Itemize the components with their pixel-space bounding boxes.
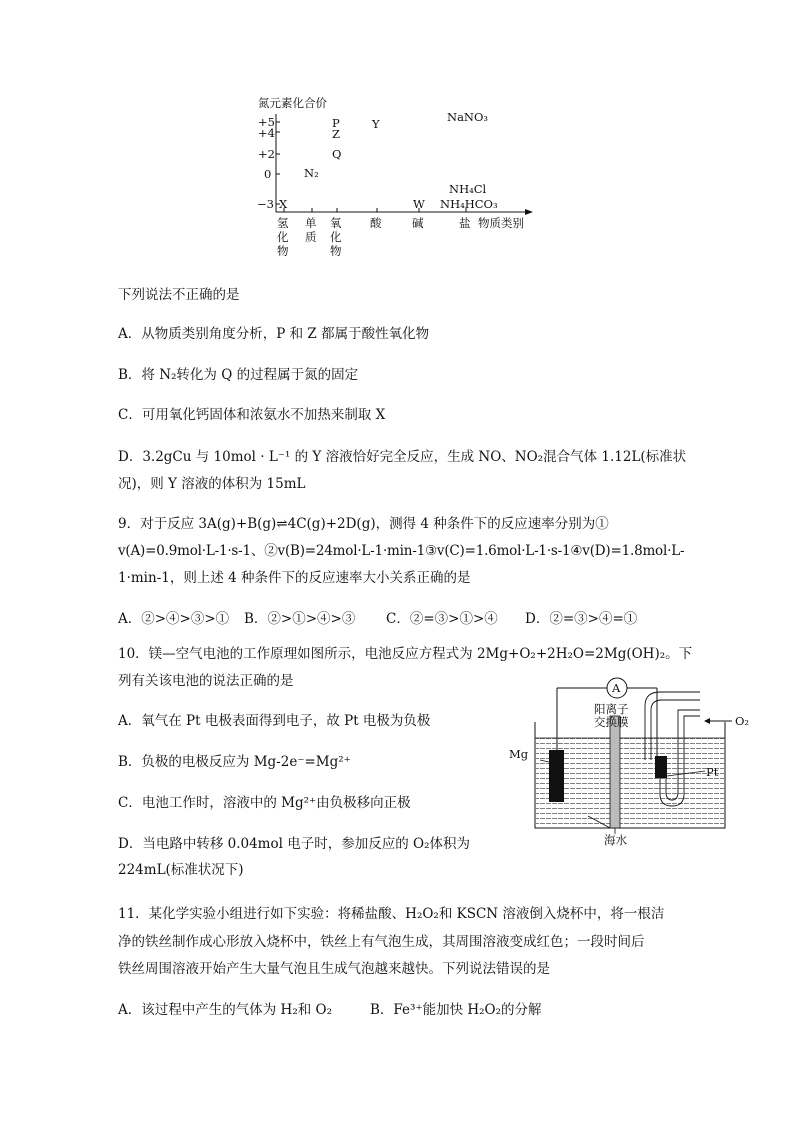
q10-stem-line1: 10．镁—空气电池的工作原理如图所示，电池反应方程式为 2Mg+O₂+2H₂O=2Mg(OH)₂。下 [118,646,693,662]
x-category: 盐 [459,216,471,230]
point-p: P [332,116,340,130]
q9-option-a: A．②>④>③>① [118,611,230,627]
q8-option-b: B．将 N₂转化为 Q 的过程属于氮的固定 [118,367,359,383]
x-axis-arrow [525,209,533,215]
x-category: 单 质 [305,216,317,244]
q9-stem-line3: 1·min-1，则上述 4 种条件下的反应速率大小关系正确的是 [118,570,471,586]
q9-option-d: D．②=③>④=① [525,611,638,627]
point-x: X [279,197,288,211]
ion-exchange-membrane [610,716,620,828]
membrane-label-1: 阳离子 [594,702,629,716]
mg-electrode [549,750,564,802]
seawater-label: 海水 [604,833,627,847]
q8-option-a: A．从物质类别角度分析，P 和 Z 都属于酸性氧化物 [118,326,430,342]
q11-stem-line3: 铁丝周围溶液开始产生大量气泡且生成气泡越来越快。下列说法错误的是 [118,961,550,977]
q8-stem: 下列说法不正确的是 [118,287,240,303]
q8-option-d: D．3.2gCu 与 10mol · L⁻¹ 的 Y 溶液恰好完全反应，生成 NO、NO₂混合气体 1.12L(标准状 [118,449,687,465]
q9-option-c: C．②=③>①>④ [386,611,498,627]
ammeter-label: A [612,681,621,695]
chart-axes [255,92,555,267]
y-tick-label: −3 [257,197,274,211]
y-axis-label: 氮元素化合价 [258,96,327,110]
mg-label: Mg [509,747,529,761]
pt-electrode [655,756,667,778]
q10-stem-line2: 列有关该电池的说法正确的是 [118,673,294,689]
point-nh4hco3: NH₄HCO₃ [440,197,498,211]
point-n2: N₂ [304,166,319,180]
y-tick-label: 0 [264,167,272,181]
point-z: Z [332,127,340,141]
point-q: Q [332,147,342,161]
y-tick-label: +4 [258,126,275,140]
x-axis-label: 物质类别 [478,216,524,230]
seawater [536,738,724,827]
q9-stem-line1: 9．对于反应 3A(g)+B(g)⇌4C(g)+2D(g)，测得 4 种条件下的反应速率分别为① [118,516,609,532]
q10-option-d-cont: 224mL(标准状况下) [118,862,244,878]
x-category: 酸 [370,216,382,230]
q10-option-d: D．当电路中转移 0.04mol 电子时，参加反应的 O₂体积为 [118,836,470,852]
q11-stem-line2: 净的铁丝制作成心形放入烧杯中，铁丝上有气泡生成，其周围溶液变成红色；一段时间后 [118,934,645,950]
point-y: Y [372,117,380,131]
o2-label: O₂ [735,714,750,728]
q8-option-c: C．可用氧化钙固体和浓氨水不加热来制取 X [118,407,386,423]
q10-option-a: A．氧气在 Pt 电极表面得到电子，故 Pt 电极为负极 [118,713,431,729]
x-category: 氢 化 物 [277,216,289,258]
y-tick-label: +2 [258,147,275,161]
y-tick-label: +5 [258,115,275,129]
q10-option-c: C．电池工作时，溶液中的 Mg²⁺由负极移向正极 [118,795,411,811]
battery-drawing [500,676,760,846]
membrane-label-2: 交换膜 [594,715,629,729]
q11-option-a: A．该过程中产生的气体为 H₂和 O₂ [118,1002,332,1018]
pt-label: Pt [706,765,719,779]
q10-option-b: B．负极的电极反应为 Mg-2e⁻=Mg²⁺ [118,754,351,770]
point-nano3: NaNO₃ [447,110,489,124]
q11-stem-line1: 11．某化学实验小组进行如下实验：将稀盐酸、H₂O₂和 KSCN 溶液倒入烧杯中，将一根洁 [118,906,665,922]
x-category: 碱 [412,216,424,230]
q8-option-d-cont: 况)，则 Y 溶液的体积为 15mL [118,476,306,492]
point-nh4cl: NH₄Cl [449,182,487,196]
q9-stem-line2: v(A)=0.9mol·L-1·s-1、②v(B)=24mol·L-1·min-1③v(C)=1.6mol·L-1·s-1④v(D)=1.8mol·L- [118,543,685,559]
point-w: W [413,197,425,211]
q9-option-b: B．②>①>④>③ [244,611,356,627]
x-category: 氧 化 物 [330,216,342,258]
q11-option-b: B．Fe³⁺能加快 H₂O₂的分解 [370,1002,542,1018]
